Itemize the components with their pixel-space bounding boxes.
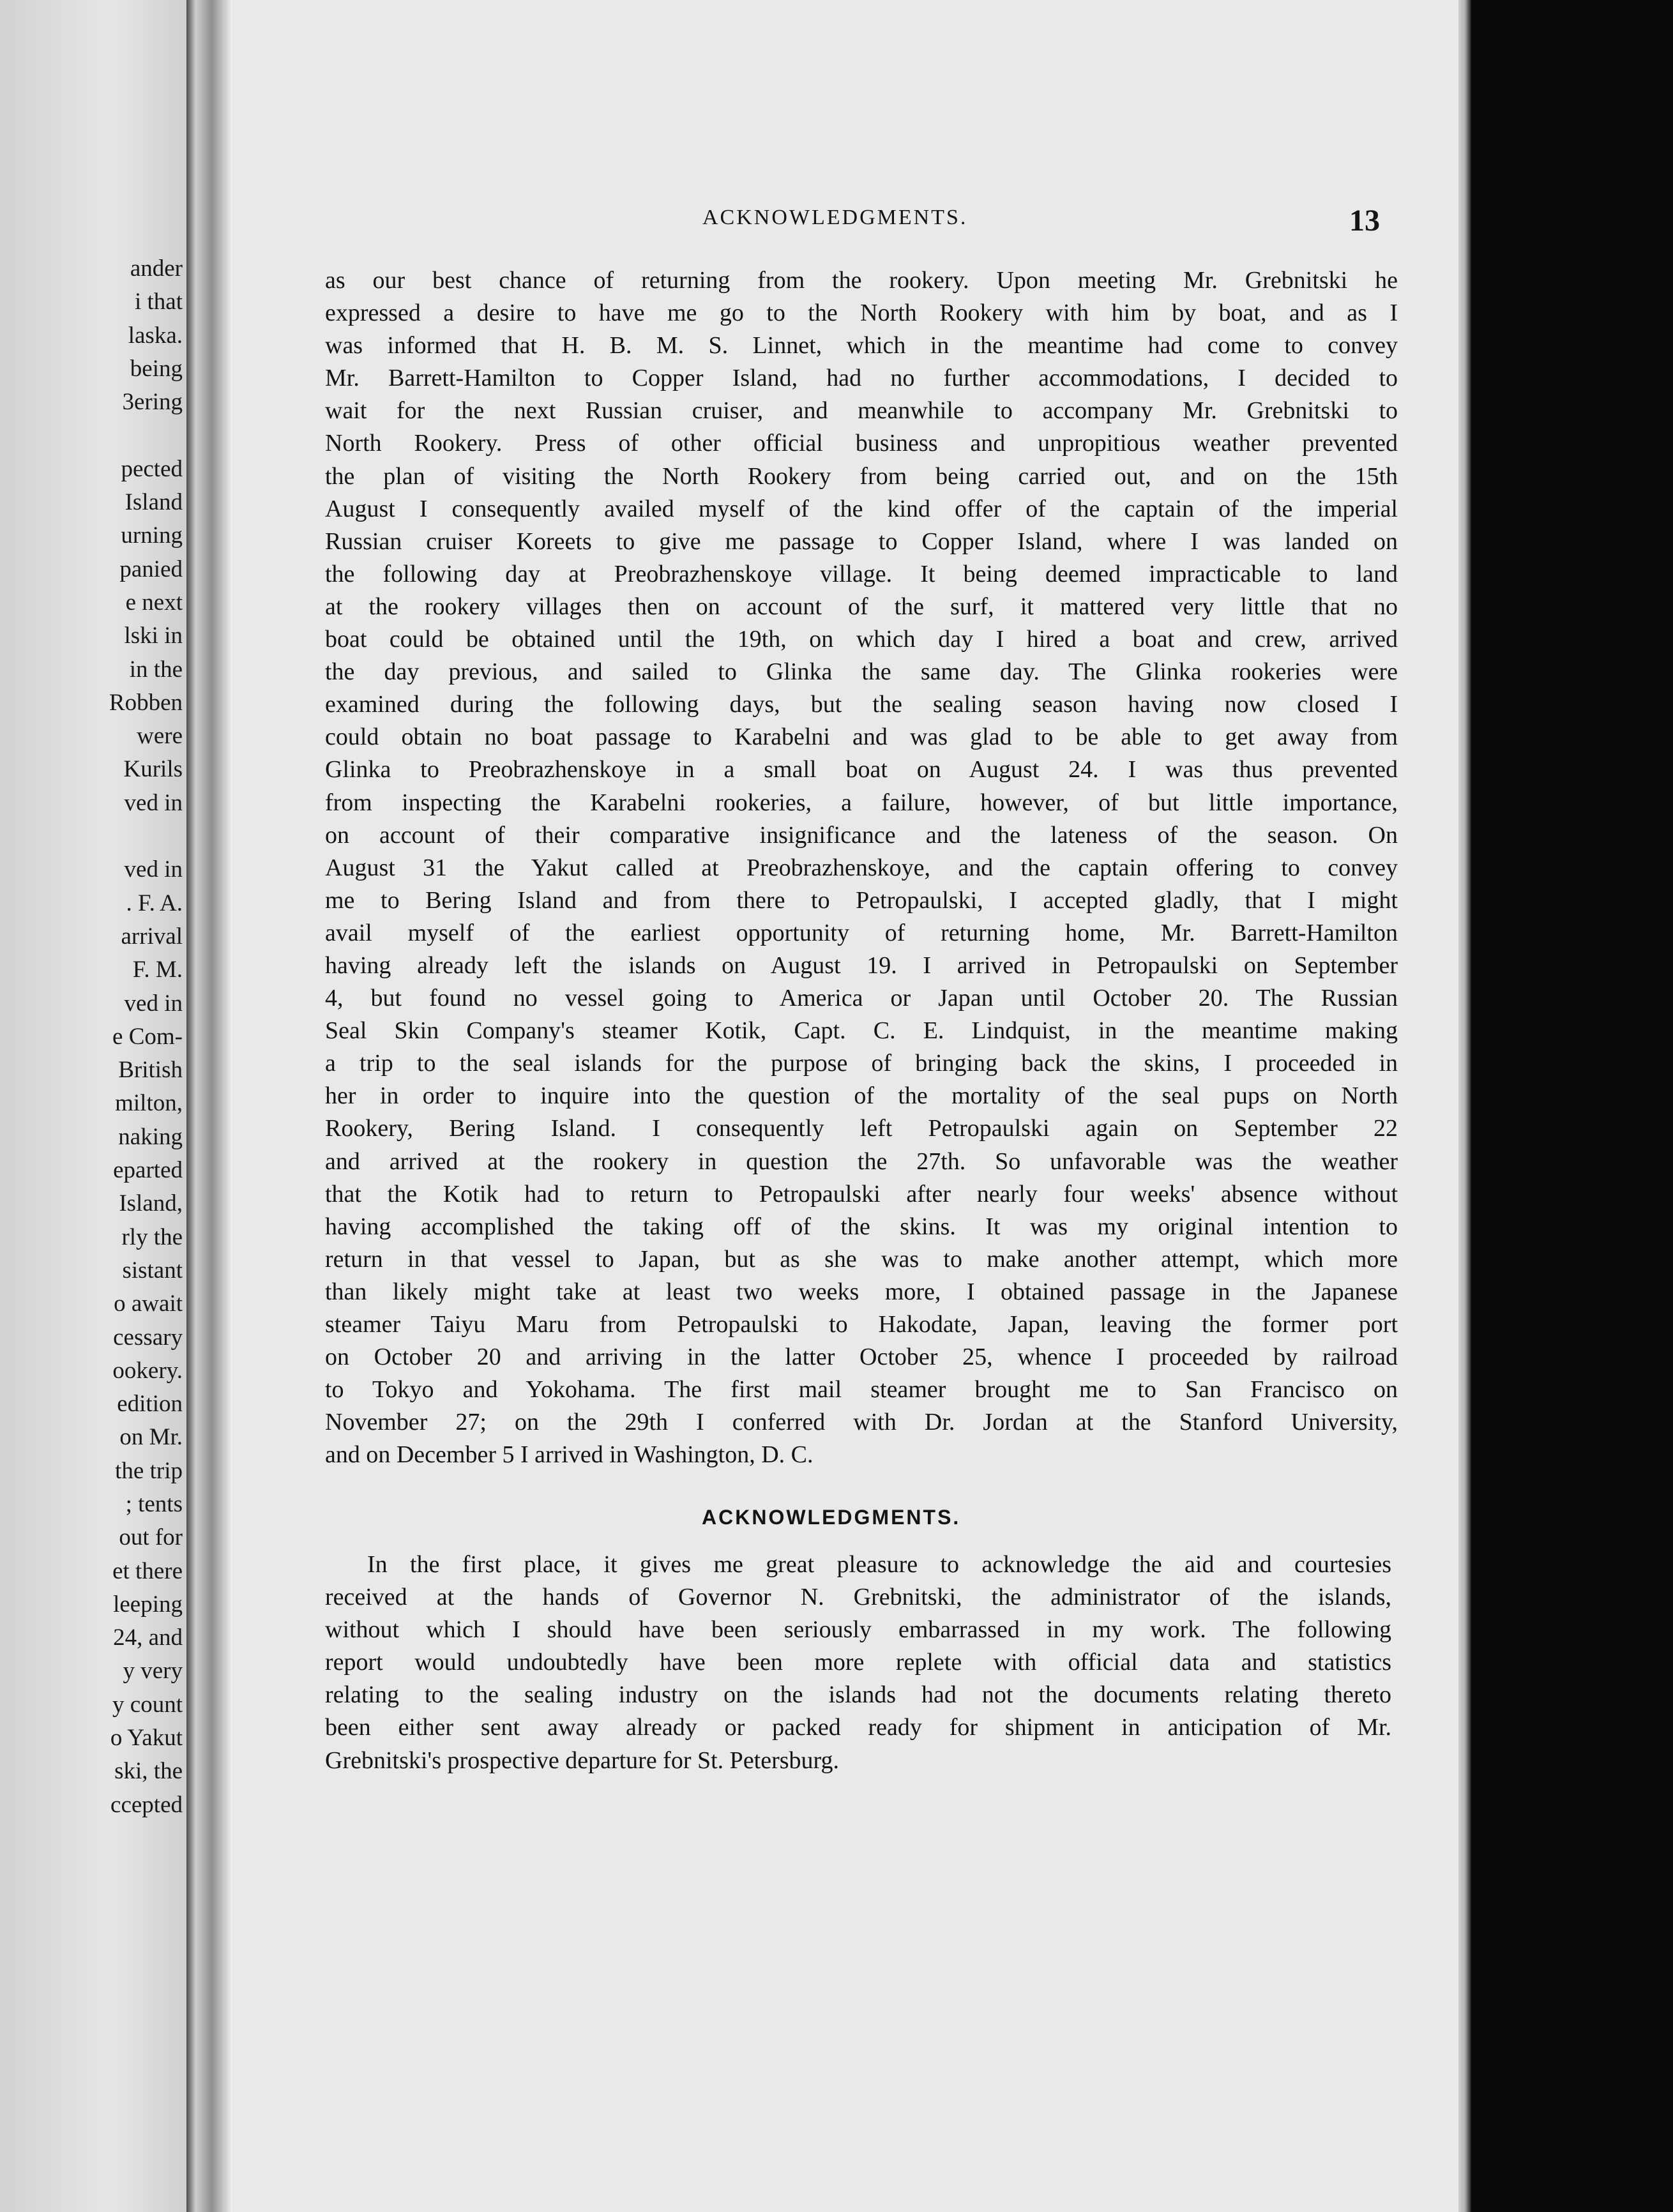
left-page-line: ski, the	[114, 1758, 183, 1785]
page-number: 13	[1349, 204, 1380, 238]
left-page-line: ved in	[124, 990, 183, 1017]
left-page-line: o Yakut	[110, 1725, 183, 1752]
text-line: relating to the sealing industry on the islands had not the documents relating thereto	[325, 1681, 1391, 1709]
left-page-line: British	[118, 1057, 183, 1084]
left-page-line: Island,	[119, 1190, 183, 1217]
body-text	[325, 264, 1398, 1471]
running-head: ACKNOWLEDGMENTS.	[702, 206, 968, 229]
left-page-line: e Com-	[112, 1023, 183, 1050]
left-page-line: F. M.	[132, 957, 183, 983]
text-line: to Tokyo and Yokohama. The first mail steamer brought me to San Francisco on	[325, 1376, 1398, 1404]
text-line: that the Kotik had to return to Petropaulski after nearly four weeks' absence without	[325, 1180, 1398, 1208]
left-page-line: naking	[118, 1123, 183, 1150]
text-line: could obtain no boat passage to Karabelni and was glad to be able to get away from	[325, 723, 1398, 751]
text-line: having already left the islands on August 19. I arrived in Petropaulski on September	[325, 951, 1398, 979]
text-line: 4, but found no vessel going to America or Japan until October 20. The Russian	[325, 985, 1398, 1012]
left-page-line: laska.	[128, 322, 183, 349]
text-line: August 31 the Yakut called at Preobrazhenskoye, and the captain offering to convey	[325, 854, 1398, 881]
left-page-line: leeping	[113, 1591, 183, 1617]
left-page-line: ; tents	[125, 1490, 183, 1517]
left-page-line: o await	[114, 1291, 183, 1317]
left-page-line: pected	[121, 455, 183, 482]
left-page-line: 24, and	[113, 1625, 183, 1651]
text-line: expressed a desire to have me go to the North Rookery with him by boat, and as I	[325, 299, 1398, 327]
text-line: avail myself of the earliest opportunity of returning home, Mr. Barrett-Hamilton	[325, 919, 1398, 946]
left-page-line	[17, 820, 183, 853]
text-line: Mr. Barrett-Hamilton to Copper Island, had no further accommodations, I decided to	[325, 365, 1398, 392]
text-line: and on December 5 I arrived in Washington, D. C.	[325, 1441, 814, 1469]
left-page-line: Island	[125, 489, 183, 516]
left-page-line: Robben	[109, 689, 183, 716]
acknowledgments-paragraph	[325, 1549, 1391, 1777]
text-line: and arrived at the rookery in question the 27th. So unfavorable was the weather	[325, 1148, 1398, 1175]
text-line: boat could be obtained until the 19th, on which day I hired a boat and crew, arrived	[325, 626, 1398, 653]
page-edge	[1458, 0, 1471, 2212]
left-page-line: out for	[119, 1524, 183, 1551]
text-line: on account of their comparative insignificance and the lateness of the season. On	[325, 821, 1398, 849]
left-page-line: cessary	[113, 1324, 183, 1351]
left-page-line: milton,	[115, 1090, 183, 1117]
text-line: a trip to the seal islands for the purpose of bringing back the skins, I proceeded in	[325, 1050, 1398, 1077]
text-line: was informed that H. B. M. S. Linnet, which in the meantime had come to convey	[325, 332, 1398, 360]
text-line: as our best chance of returning from the rookery. Upon meeting Mr. Grebnitski he	[325, 267, 1398, 294]
text-line: at the rookery villages then on account of the surf, it mattered very little that no	[325, 593, 1398, 620]
left-page-fragment	[0, 0, 186, 2212]
left-page-line: ccepted	[110, 1791, 183, 1818]
text-line: Grebnitski's prospective departure for St. Petersburg.	[325, 1746, 840, 1774]
text-line: return in that vessel to Japan, but as she was to make another attempt, which more	[325, 1245, 1398, 1273]
left-page-line: rly the	[121, 1223, 183, 1250]
left-page-line: panied	[119, 556, 183, 582]
left-page-line: ved in	[124, 789, 183, 816]
left-page-line: 3ering	[122, 389, 183, 416]
text-line: wait for the next Russian cruiser, and meanwhile to accompany Mr. Grebnitski to	[325, 397, 1398, 425]
left-page-line: Kurils	[123, 756, 183, 783]
book-spine	[186, 0, 232, 2212]
text-line: her in order to inquire into the question of the mortality of the seal pups on North	[325, 1082, 1398, 1110]
text-line: me to Bering Island and from there to Petropaulski, I accepted gladly, that I might	[325, 886, 1398, 914]
left-page-line: ved in	[124, 856, 183, 883]
left-page-line: the trip	[115, 1457, 183, 1484]
left-page-line: lski in	[124, 623, 183, 649]
text-line: received at the hands of Governor N. Grebnitski, the administrator of the islands,	[325, 1584, 1391, 1611]
text-line: on October 20 and arriving in the latter October 25, whence I proceeded by railroad	[325, 1344, 1398, 1371]
left-page-line: urning	[121, 522, 183, 549]
text-line: North Rookery. Press of other official business and unpropitious weather prevented	[325, 430, 1398, 457]
text-line: the plan of visiting the North Rookery from being carried out, and on the 15th	[325, 462, 1398, 490]
text-line: than likely might take at least two weeks more, I obtained passage in the Japanese	[325, 1278, 1398, 1305]
text-line: report would undoubtedly have been more replete with official data and statistics	[325, 1649, 1391, 1676]
text-line: Russian cruiser Koreets to give me passage to Copper Island, where I was landed on	[325, 527, 1398, 555]
text-line: without which I should have been seriously embarrassed in my work. The following	[325, 1616, 1391, 1644]
left-page-line: eparted	[113, 1157, 183, 1184]
text-line: been either sent away already or packed ready for shipment in anticipation of Mr.	[325, 1714, 1391, 1741]
left-page-line: in the	[129, 656, 183, 683]
text-line: examined during the following days, but the sealing season having now closed I	[325, 691, 1398, 718]
text-line: November 27; on the 29th I conferred with Dr. Jordan at the Stanford University,	[325, 1409, 1398, 1436]
text-line: having accomplished the taking off of the skins. It was my original intention to	[325, 1213, 1398, 1240]
left-page-line	[17, 419, 183, 452]
left-page-line: on Mr.	[119, 1424, 183, 1451]
text-line: steamer Taiyu Maru from Petropaulski to Hakodate, Japan, leaving the former port	[325, 1311, 1398, 1338]
left-page-line: were	[137, 723, 183, 750]
left-page-line: e next	[125, 589, 183, 616]
left-page-line: ander	[130, 255, 183, 282]
left-page-line: et there	[112, 1557, 183, 1584]
section-heading: ACKNOWLEDGMENTS.	[702, 1506, 961, 1529]
left-page-line: ookery.	[112, 1357, 183, 1384]
left-page-line: being	[130, 355, 183, 382]
left-page-line: y very	[123, 1658, 183, 1685]
text-line: Rookery, Bering Island. I consequently left Petropaulski again on September 22	[325, 1115, 1398, 1142]
left-page-line: y count	[112, 1691, 183, 1718]
left-page-line: edition	[117, 1391, 183, 1418]
left-page-text	[17, 252, 183, 1822]
text-line: the following day at Preobrazhenskoye village. It being deemed impracticable to land	[325, 560, 1398, 587]
text-line: In the first place, it gives me great pleasure to acknowledge the aid and courtesies	[367, 1551, 1391, 1578]
left-page-line: i that	[134, 289, 183, 315]
text-line: August I consequently availed myself of the kind offer of the captain of the imperial	[325, 495, 1398, 522]
left-page-line: sistant	[122, 1257, 183, 1284]
text-line: the day previous, and sailed to Glinka the same day. The Glinka rookeries were	[325, 658, 1398, 686]
text-line: from inspecting the Karabelni rookeries, a failure, however, of but little importance,	[325, 789, 1398, 816]
left-page-line: . F. A.	[126, 890, 183, 916]
text-line: Seal Skin Company's steamer Kotik, Capt. C. E. Lindquist, in the meantime making	[325, 1017, 1398, 1045]
left-page-line: arrival	[121, 923, 183, 950]
text-line: Glinka to Preobrazhenskoye in a small boat on August 24. I was thus prevented	[325, 756, 1398, 784]
